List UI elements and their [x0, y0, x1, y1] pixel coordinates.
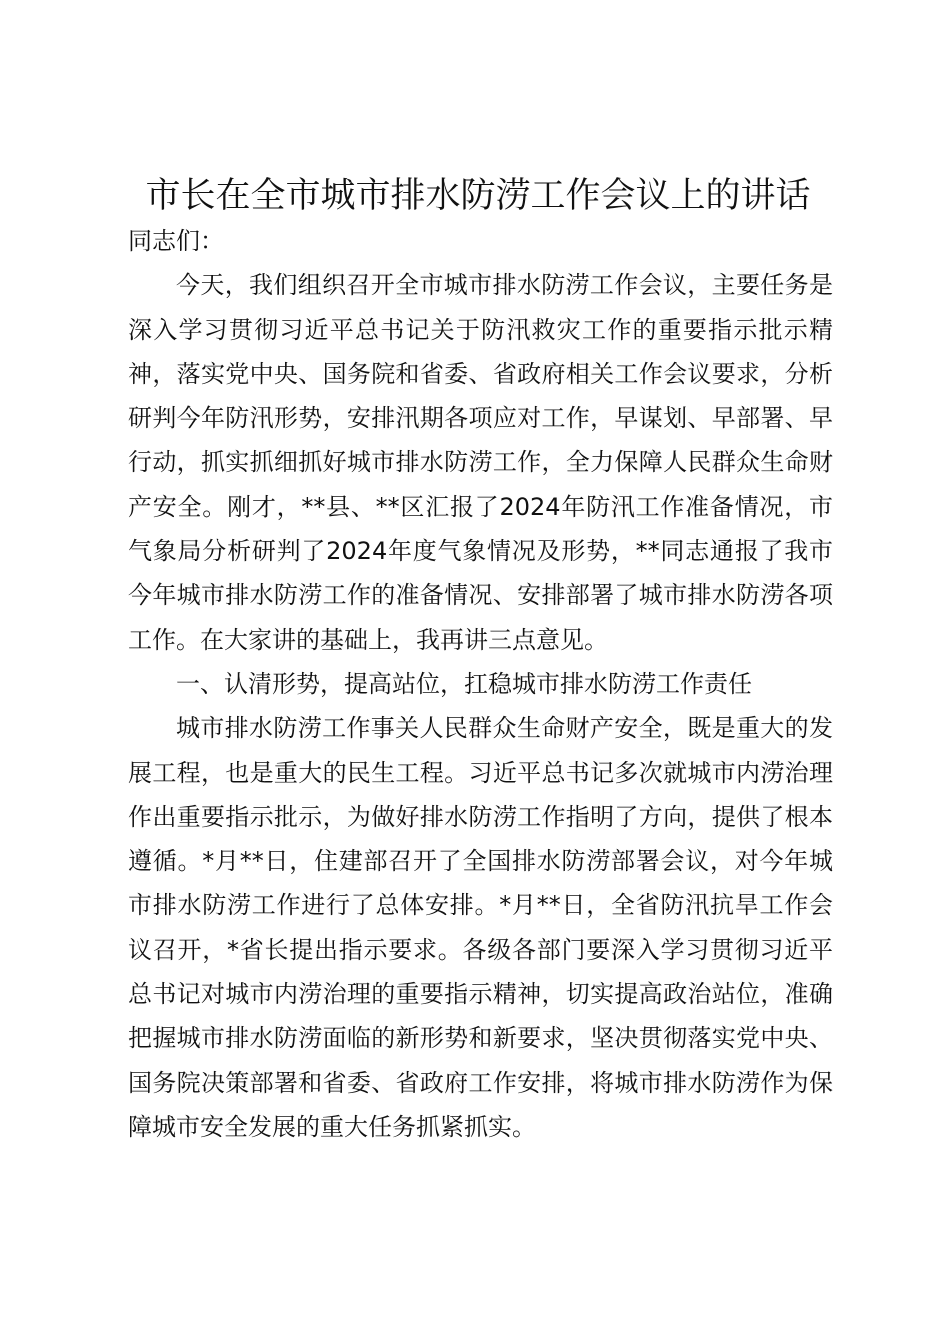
section-heading-1: 一、认清形势，提高站位，扛稳城市排水防涝工作责任	[176, 669, 752, 698]
section-1-paragraph: 城市排水防涝工作事关人民群众生命财产安全，既是重大的发展工程，也是重大的民生工程。习近平总书记多次就城市内涝治理作出重要指示批示，为做好排水防涝工作指明了方向，提供了根本遵循。*月**日，住建部召开了全国排水防涝部署会议，对今年城市排水防涝工作进行了总体安排。*月**日，全省防汛抗旱工作会议召开，*省长提出指示要求。各级各部门要深入学习贯彻习近平总书记对城市内涝治理的重要指示精神，切实提高政治站位，准确把握城市排水防涝面临的新形势和新要求，坚决贯彻落实党中央、国务院决策部署和省委、省政府工作安排，将城市排水防涝作为保障城市安全发展的重大任务抓紧抓实。	[128, 714, 833, 1141]
document-title: 市长在全市城市排水防涝工作会议上的讲话	[145, 176, 811, 216]
document-body	[128, 219, 833, 1149]
salutation: 同志们：	[128, 227, 224, 255]
opening-paragraph: 今天，我们组织召开全市城市排水防涝工作会议，主要任务是深入学习贯彻习近平总书记关于防汛救灾工作的重要指示批示精神，落实党中央、国务院和省委、省政府相关工作会议要求，分析研判今年防汛形势，安排汛期各项应对工作，早谋划、早部署、早行动，抓实抓细抓好城市排水防涝工作，全力保障人民群众生命财产安全。刚才，**县、**区汇报了2024年防汛工作准备情况，市气象局分析研判了2024年度气象情况及形势，**同志通报了我市今年城市排水防涝工作的准备情况、安排部署了城市排水防涝各项工作。在大家讲的基础上，我再讲三点意见。	[128, 271, 833, 654]
